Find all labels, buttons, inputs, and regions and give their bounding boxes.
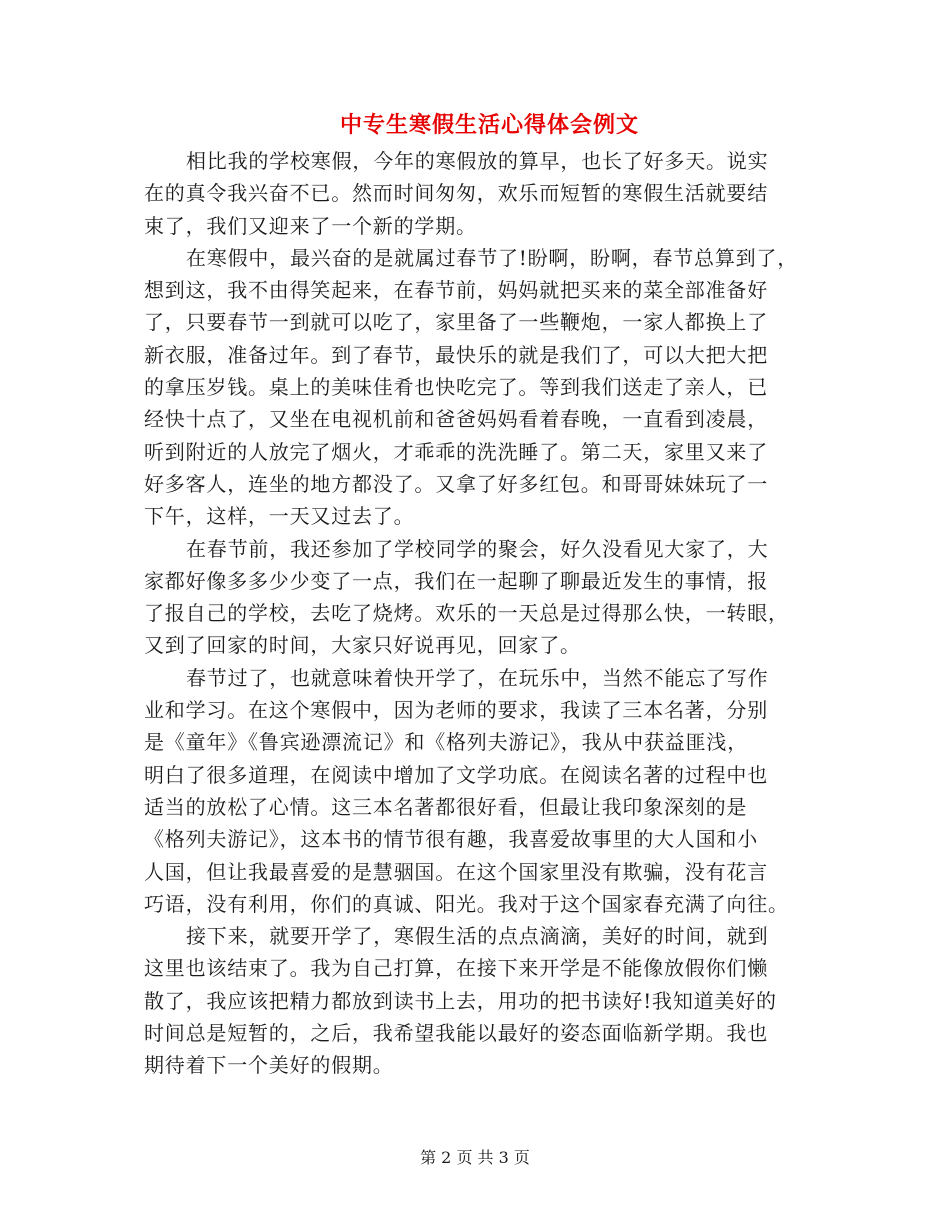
text-line: 新衣服，准备过年。到了春节，最快乐的就是我们了，可以大把大把: [144, 342, 768, 367]
document-body: [144, 145, 824, 1082]
text-line: 人国，但让我最喜爱的是慧骃国。在这个国家里没有欺骗，没有花言: [144, 859, 768, 884]
text-line: 在寒假中，最兴奋的是就属过春节了!盼啊，盼啊，春节总算到了，: [186, 245, 799, 270]
text-line: 经快十点了，又坐在电视机前和爸爸妈妈看着春晚，一直看到凌晨，: [144, 407, 768, 432]
text-line: 春节过了，也就意味着快开学了，在玩乐中，当然不能忘了写作: [186, 665, 769, 690]
text-line: 是《童年》《鲁宾逊漂流记》和《格列夫游记》，我从中获益匪浅，: [144, 730, 748, 755]
page-footer: 第 2 页 共 3 页: [420, 1148, 530, 1167]
text-line: 相比我的学校寒假，今年的寒假放的算早，也长了好多天。说实: [186, 149, 769, 173]
text-line: 明白了很多道理，在阅读中增加了文学功底。在阅读名著的过程中也: [144, 762, 768, 787]
text-line: 时间总是短暂的，之后，我希望我能以最好的姿态面临新学期。我也: [144, 1021, 768, 1046]
document-title: 中专生寒假生活心得体会例文: [340, 112, 640, 138]
text-line: 适当的放松了心情。这三本名著都很好看，但最让我印象深刻的是: [144, 794, 748, 819]
text-line: 又到了回家的时间，大家只好说再见，回家了。: [144, 633, 581, 658]
text-line: 这里也该结束了。我为自己打算，在接下来开学是不能像放假你们懒: [144, 956, 768, 981]
text-line: 了报自己的学校，去吃了烧烤。欢乐的一天总是过得那么快，一转眼，: [144, 601, 789, 626]
text-line: 的拿压岁钱。桌上的美味佳肴也快吃完了。等到我们送走了亲人，已: [144, 375, 768, 400]
text-line: 听到附近的人放完了烟火，才乖乖的洗洗睡了。第二天，家里又来了: [144, 439, 768, 464]
text-line: 好多客人，连坐的地方都没了。又拿了好多红包。和哥哥妹妹玩了一: [144, 471, 768, 496]
text-line: 家都好像多多少少变了一点，我们在一起聊了聊最近发生的事情，报: [144, 568, 768, 593]
text-line: 在的真令我兴奋不已。然而时间匆匆，欢乐而短暂的寒假生活就要结: [144, 181, 768, 206]
text-line: 期待着下一个美好的假期。: [144, 1053, 394, 1078]
text-line: 下午，这样，一天又过去了。: [144, 504, 415, 529]
text-line: 束了，我们又迎来了一个新的学期。: [144, 213, 477, 238]
text-line: 了，只要春节一到就可以吃了，家里备了一些鞭炮，一家人都换上了: [144, 310, 768, 335]
text-line: 巧语，没有利用，你们的真诚、阳光。我对于这个国家春充满了向往。: [144, 891, 789, 916]
text-line: 业和学习。在这个寒假中，因为老师的要求，我读了三本名著，分别: [144, 698, 768, 723]
text-line: 散了，我应该把精力都放到读书上去，用功的把书读好!我知道美好的: [144, 988, 777, 1013]
text-line: 在春节前，我还参加了学校同学的聚会，好久没看见大家了，大: [186, 536, 769, 561]
text-line: 想到这，我不由得笑起来，在春节前，妈妈就把买来的菜全部准备好: [144, 278, 768, 303]
text-line: 接下来，就要开学了，寒假生活的点点滴滴，美好的时间，就到: [186, 924, 769, 949]
text-line: 《格列夫游记》，这本书的情节很有趣，我喜爱故事里的大人国和小: [144, 827, 758, 852]
